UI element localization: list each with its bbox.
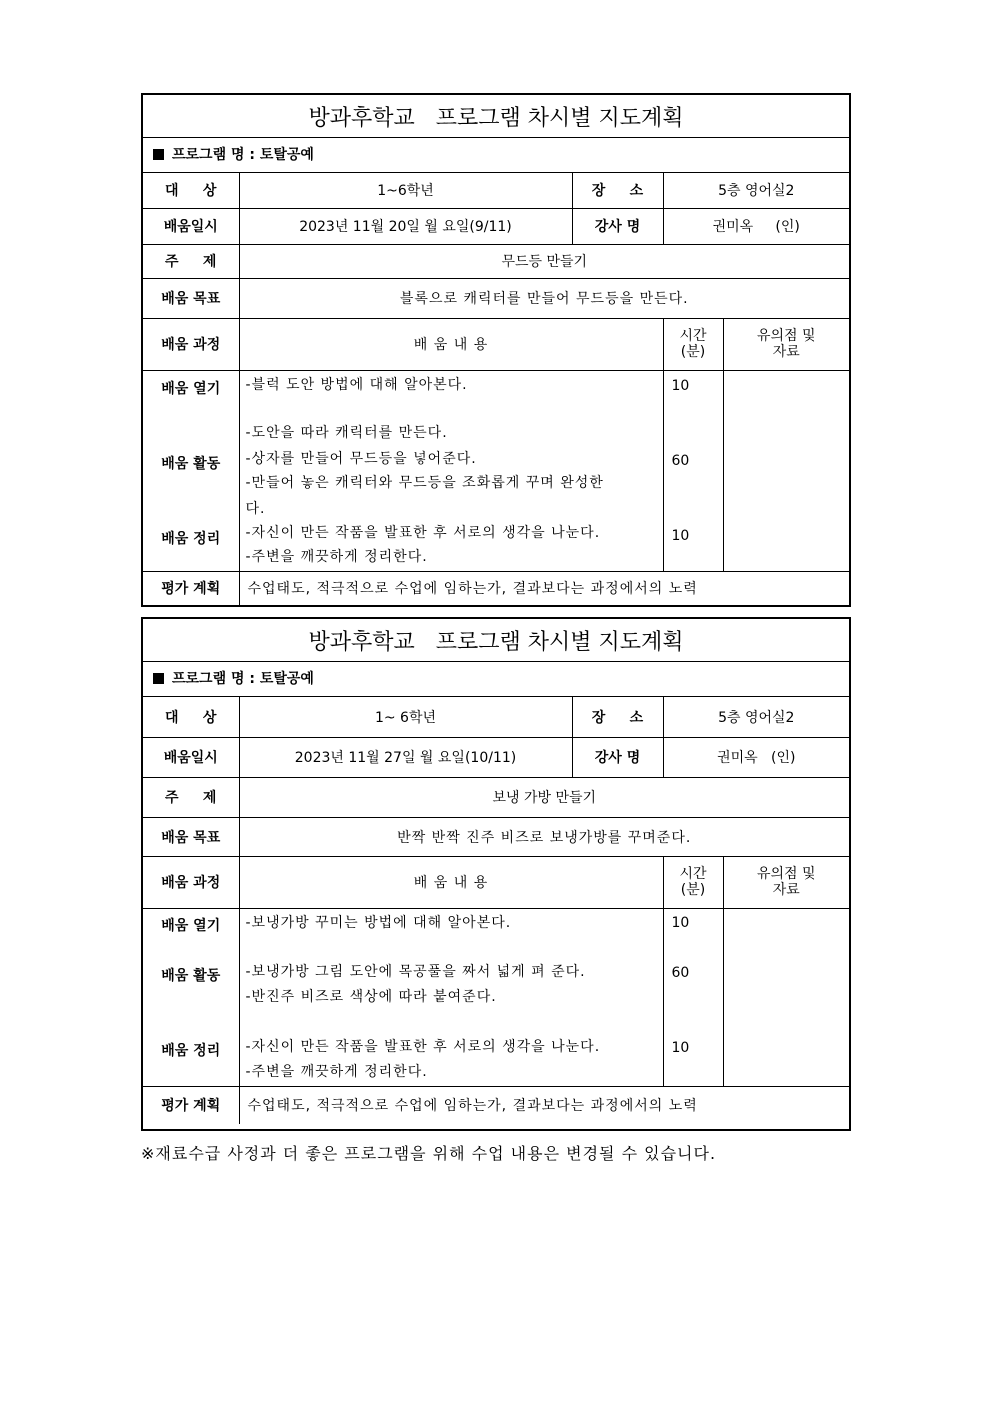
content-line: -자신이 만든 작품을 발표한 후 서로의 생각을 나눈다. xyxy=(245,524,601,541)
notes-cell xyxy=(723,370,849,571)
date-value: 2023년 11월 27일 월 요일(10/11) xyxy=(239,737,572,777)
stage-activity-label: 배움 활동 xyxy=(161,967,221,984)
lesson-plan-1 xyxy=(141,93,851,607)
eval-label: 평가 계획 xyxy=(143,571,239,605)
process-label: 배움 과정 xyxy=(143,318,239,370)
time-wrap: 10 xyxy=(671,527,690,544)
plan-title: 방과후학교 프로그램 차시별 지도계획 xyxy=(308,106,684,131)
content-header: 배 움 내 용 xyxy=(239,856,663,908)
topic-label: 주 제 xyxy=(143,777,239,817)
plan-title: 방과후학교 프로그램 차시별 지도계획 xyxy=(308,630,684,655)
program-name-row xyxy=(143,138,849,173)
place-value: 5층 영어실2 xyxy=(663,173,849,208)
content-line xyxy=(246,397,657,421)
notes-header: 유의점 및 자료 xyxy=(723,318,849,370)
date-label: 배움일시 xyxy=(143,737,239,777)
stage-open-label: 배움 열기 xyxy=(161,917,221,934)
time-header: 시간 (분) xyxy=(663,856,723,908)
stage-wrap-label: 배움 정리 xyxy=(161,1042,221,1059)
topic-value: 보냉 가방 만들기 xyxy=(239,777,849,817)
content-line: -보냉가방 꾸미는 방법에 대해 알아본다. xyxy=(245,914,512,931)
footnote: ※재료수급 사정과 더 좋은 프로그램을 위해 수업 내용은 변경될 수 있습니다. xyxy=(141,1144,717,1163)
lesson-plan-2 xyxy=(141,617,851,1131)
plan-table xyxy=(143,697,849,1124)
place-label: 장 소 xyxy=(572,697,663,737)
stage-activity-label: 배움 활동 xyxy=(161,455,221,472)
stage-open-label: 배움 열기 xyxy=(161,380,221,397)
time-values xyxy=(663,370,723,571)
content-line: -반진주 비즈로 색상에 따라 붙여준다. xyxy=(245,988,497,1005)
target-value: 1~ 6학년 xyxy=(239,697,572,737)
content-line: 다. xyxy=(245,500,266,517)
teacher-label: 강사 명 xyxy=(572,208,663,244)
content-line: -주변을 깨끗하게 정리한다. xyxy=(245,1063,428,1080)
topic-value: 무드등 만들기 xyxy=(239,244,849,278)
lesson-content xyxy=(239,370,663,571)
topic-label: 주 제 xyxy=(143,244,239,278)
content-line: -만들어 놓은 캐릭터와 무드등을 조화롭게 꾸며 완성한 xyxy=(245,474,604,491)
eval-value: 수업태도, 적극적으로 수업에 임하는가, 결과보다는 과정에서의 노력 xyxy=(239,571,849,605)
date-value: 2023년 11월 20일 월 요일(9/11) xyxy=(239,208,572,244)
content-line: -상자를 만들어 무드등을 넣어준다. xyxy=(245,450,477,467)
eval-value: 수업태도, 적극적으로 수업에 임하는가, 결과보다는 과정에서의 노력 xyxy=(239,1086,849,1124)
teacher-value: 권미옥 (인) xyxy=(663,208,849,244)
stage-labels xyxy=(143,908,239,1086)
program-name: 프로그램 명 : 토탈공예 xyxy=(172,671,314,687)
content-line: -블럭 도안 방법에 대해 알아본다. xyxy=(245,376,468,393)
square-bullet-icon xyxy=(153,149,164,160)
time-header: 시간 (분) xyxy=(663,318,723,370)
place-value: 5층 영어실2 xyxy=(663,697,849,737)
content-line: -주변을 깨끗하게 정리한다. xyxy=(245,548,428,565)
stage-wrap-label: 배움 정리 xyxy=(161,530,221,547)
eval-label: 평가 계획 xyxy=(143,1086,239,1124)
plan-title-row xyxy=(143,619,849,662)
content-line: -도안을 따라 캐릭터를 만든다. xyxy=(245,424,448,441)
place-label: 장 소 xyxy=(572,173,663,208)
time-open: 10 xyxy=(671,914,690,931)
date-label: 배움일시 xyxy=(143,208,239,244)
content-line: -보냉가방 그림 도안에 목공풀을 짜서 넓게 펴 준다. xyxy=(245,963,586,980)
notes-header: 유의점 및 자료 xyxy=(723,856,849,908)
time-activity: 60 xyxy=(671,964,690,981)
goal-label: 배움 목표 xyxy=(143,817,239,856)
plan-title-row xyxy=(143,95,849,138)
goal-value: 반짝 반짝 진주 비즈로 보냉가방를 꾸며준다. xyxy=(239,817,849,856)
content-line xyxy=(246,935,657,960)
target-label: 대 상 xyxy=(143,173,239,208)
content-line: -자신이 만든 작품을 발표한 후 서로의 생각을 나눈다. xyxy=(245,1038,601,1055)
lesson-content xyxy=(239,908,663,1086)
program-name: 프로그램 명 : 토탈공예 xyxy=(172,147,314,163)
time-open: 10 xyxy=(671,377,690,394)
square-bullet-icon xyxy=(153,673,164,684)
stage-labels xyxy=(143,370,239,571)
content-header: 배 움 내 용 xyxy=(239,318,663,370)
teacher-label: 강사 명 xyxy=(572,737,663,777)
content-line xyxy=(246,1010,657,1035)
time-wrap: 10 xyxy=(671,1039,690,1056)
notes-cell xyxy=(723,908,849,1086)
process-label: 배움 과정 xyxy=(143,856,239,908)
time-values xyxy=(663,908,723,1086)
target-label: 대 상 xyxy=(143,697,239,737)
plan-table xyxy=(143,173,849,605)
goal-label: 배움 목표 xyxy=(143,278,239,318)
program-name-row xyxy=(143,662,849,697)
target-value: 1~6학년 xyxy=(239,173,572,208)
goal-value: 블록으로 캐릭터를 만들어 무드등을 만든다. xyxy=(239,278,849,318)
time-activity: 60 xyxy=(671,452,690,469)
teacher-value: 권미옥 (인) xyxy=(663,737,849,777)
